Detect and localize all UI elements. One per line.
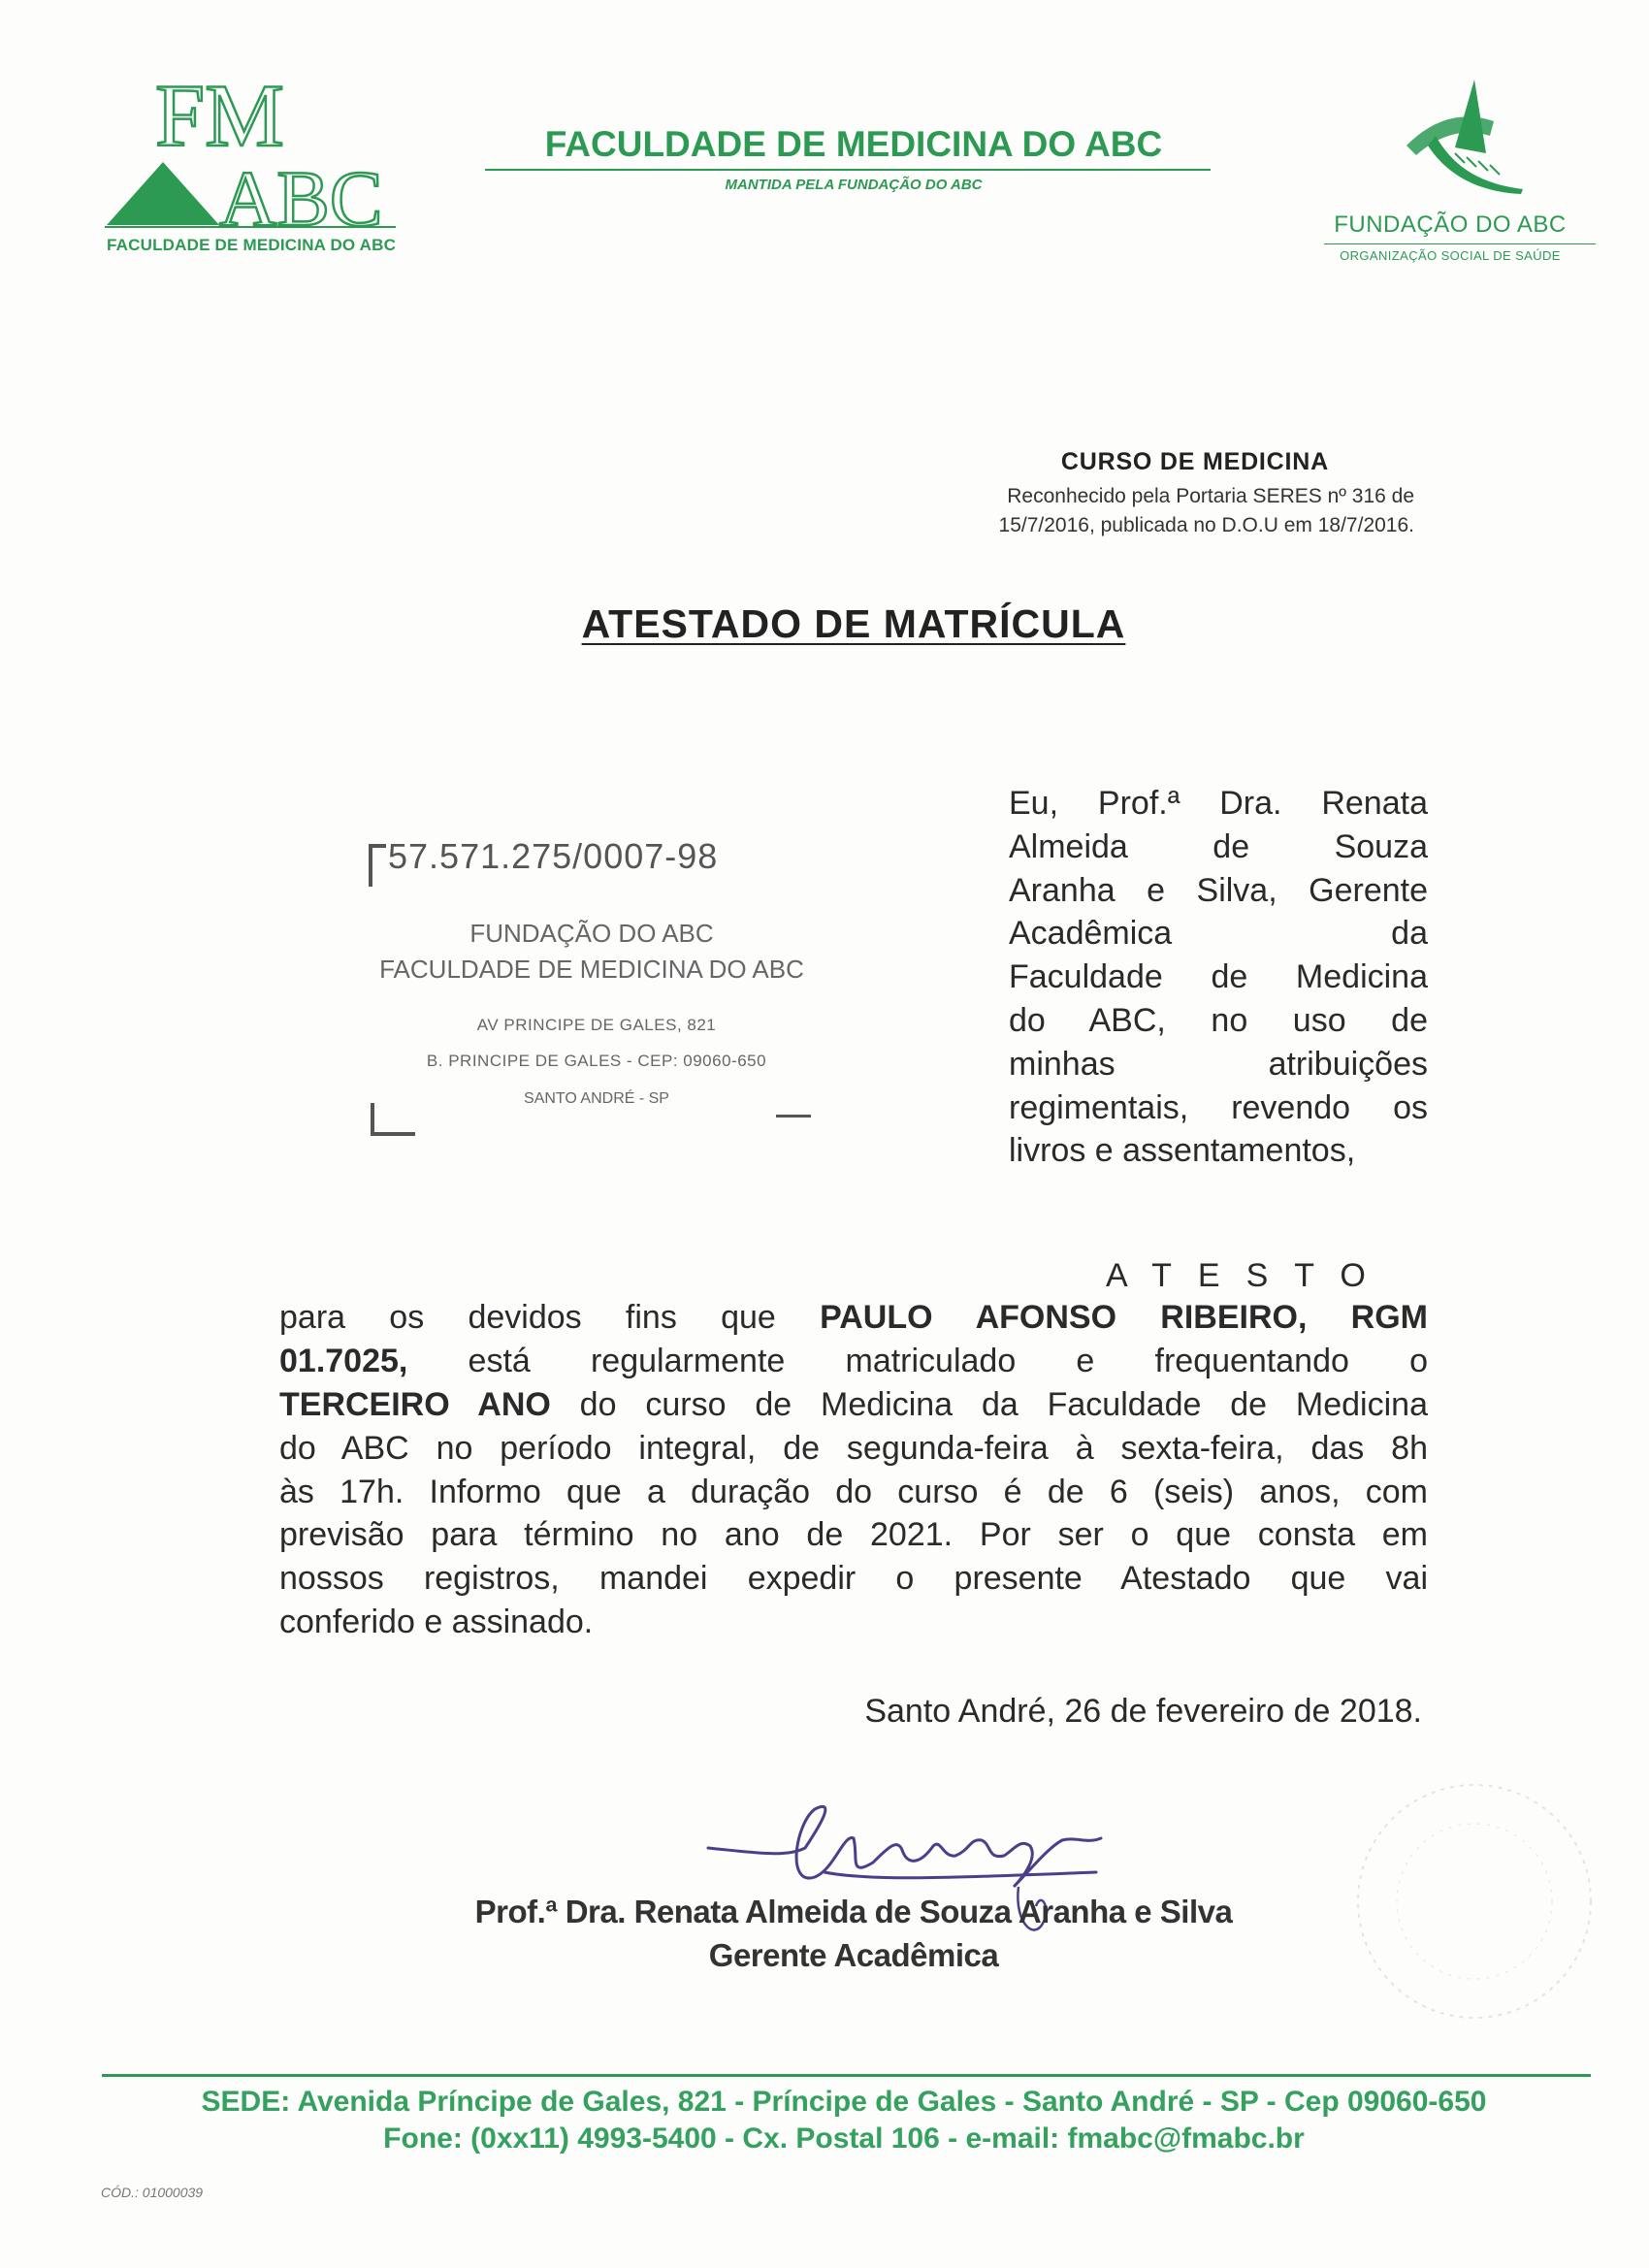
course-recognition-line2: 15/7/2016, publicada no D.O.U em 18/7/2016.: [998, 514, 1414, 536]
document-title: ATESTADO DE MATRÍCULA: [581, 601, 1126, 646]
intro-line: minhas atribuições: [1009, 1045, 1428, 1083]
fundacao-name: FUNDAÇÃO DO ABC: [1334, 211, 1567, 238]
stamp-line: AV PRINCIPE DE GALES, 821: [476, 1016, 717, 1034]
intro-line: livros e assentamentos,: [1009, 1132, 1356, 1170]
stamp-line: FACULDADE DE MEDICINA DO ABC: [379, 955, 804, 984]
stamp-line: SANTO ANDRÉ - SP: [524, 1090, 669, 1107]
course-recognition-line1: Reconhecido pela Portaria SERES nº 316 de: [1007, 485, 1414, 507]
student-year: TERCEIRO ANO: [279, 1385, 551, 1423]
intro-line: do ABC, no uso de: [1009, 1001, 1428, 1039]
stamp-line: FUNDAÇÃO DO ABC: [469, 919, 714, 948]
atesto-heading: ATESTO: [1106, 1257, 1392, 1294]
body-line: 01.7025, está regularmente matriculado e frequentando o: [279, 1342, 1428, 1379]
cnpj-stamp: [369, 836, 815, 1151]
triangle-icon: [107, 162, 219, 225]
stamp-cnpj: 57.571.275/0007-98: [388, 836, 719, 876]
fundacao-tagline: ORGANIZAÇÃO SOCIAL DE SAÚDE: [1340, 248, 1561, 263]
intro-line: Eu, Prof.ª Dra. Renata: [1009, 785, 1428, 822]
body-line: previsão para término no ano de 2021. Por ser o que consta em: [279, 1516, 1428, 1554]
body-line: conferido e assinado.: [279, 1604, 594, 1641]
intro-line: Almeida de Souza: [1009, 827, 1428, 865]
body-line: nossos registros, mandei expedir o presente Atestado que vai: [279, 1560, 1428, 1598]
intro-line: Acadêmica da: [1009, 915, 1428, 953]
fmabc-logo: [105, 70, 396, 264]
institution-title: FACULDADE DE MEDICINA DO ABC: [544, 124, 1163, 164]
signatory-role: Gerente Acadêmica: [708, 1937, 999, 1973]
signatory-name: Prof.ª Dra. Renata Almeida de Souza Aranha e Silva: [474, 1894, 1233, 1929]
footer-address: SEDE: Avenida Príncipe de Gales, 821 - Príncipe de Gales - Santo André - SP - Cep 09060-650: [201, 2086, 1487, 2118]
intro-line: regimentais, revendo os: [1009, 1088, 1428, 1126]
institution-subtitle: MANTIDA PELA FUNDAÇÃO DO ABC: [725, 177, 983, 193]
document-code: CÓD.: 01000039: [101, 2185, 204, 2200]
embossed-seal-icon: [1329, 1766, 1600, 2037]
body-line: do ABC no período integral, de segunda-feira à sexta-feira, das 8h: [279, 1429, 1428, 1467]
body-line: às 17h. Informo que a duração do curso é de 6 (seis) anos, com: [279, 1473, 1428, 1510]
body-line: para os devidos fins que PAULO AFONSO RIBEIRO, RGM: [279, 1299, 1428, 1336]
course-title: CURSO DE MEDICINA: [1060, 448, 1329, 475]
date-line: Santo André, 26 de fevereiro de 2018.: [864, 1693, 1422, 1730]
fundacao-divider: [1324, 243, 1596, 244]
intro-line: Faculdade de Medicina: [1009, 958, 1428, 996]
footer-divider: [102, 2074, 1591, 2077]
student-name: PAULO AFONSO RIBEIRO, RGM: [820, 1299, 1428, 1336]
body-line: TERCEIRO ANO do curso de Medicina da Faculdade de Medicina: [279, 1385, 1428, 1423]
intro-paragraph: [1009, 782, 1428, 1173]
body-paragraph: [279, 1296, 1428, 1644]
student-rgm: 01.7025,: [279, 1342, 408, 1379]
header-divider: [485, 169, 1211, 171]
stamp-line: B. PRINCIPE DE GALES - CEP: 09060-650: [426, 1052, 767, 1070]
footer-contact: Fone: (0xx11) 4993-5400 - Cx. Postal 106 - e-mail: fmabc@fmabc.br: [383, 2122, 1305, 2155]
logo-caption: FACULDADE DE MEDICINA DO ABC: [107, 236, 397, 254]
abc-monogram: ABC: [219, 154, 383, 243]
fundacao-logo-icon: [1397, 78, 1533, 204]
fm-monogram: FM: [155, 70, 284, 165]
intro-line: Aranha e Silva, Gerente: [1009, 871, 1428, 909]
